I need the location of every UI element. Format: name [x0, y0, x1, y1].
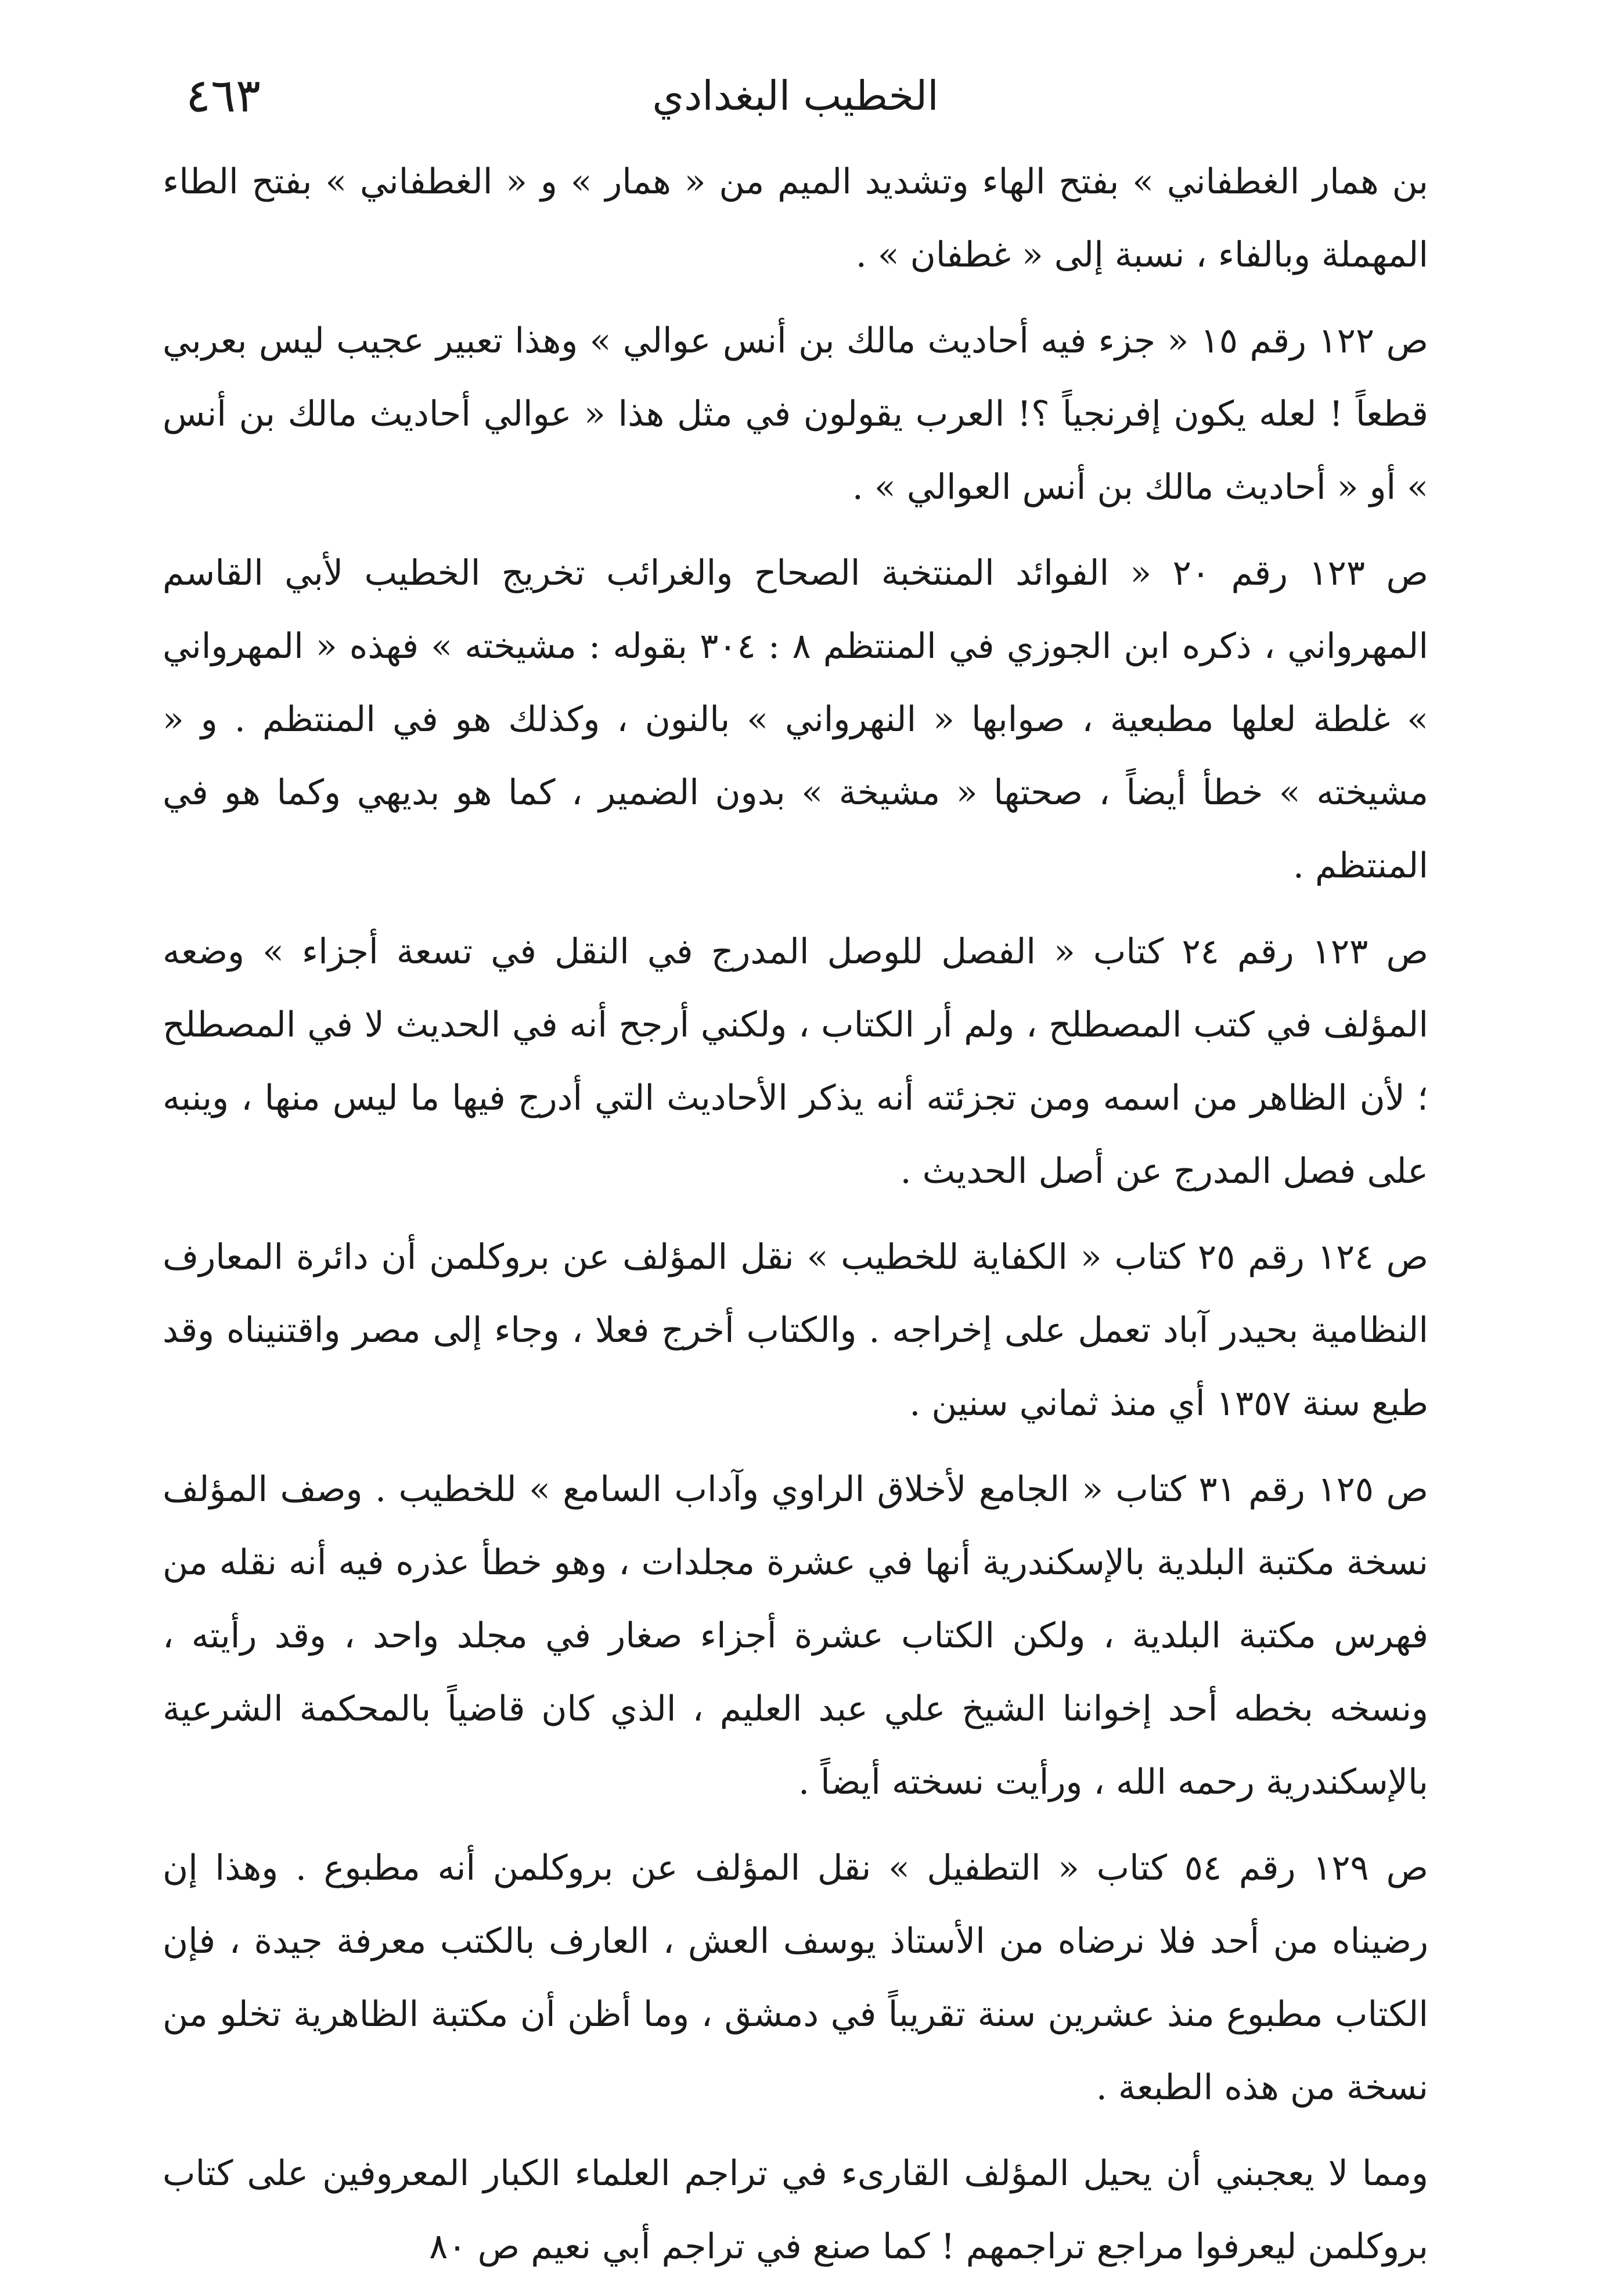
- paragraph: ص ١٢٣ رقم ٢٤ كتاب « الفصل للوصل المدرج في النقل في تسعة أجزاء » وضعه المؤلف في كتب المصطلح ، ولم أر الكتاب ، ولكني أرجح أنه في الحديث لا في المصطلح ؛ لأن الظاهر من اسمه ومن تجزئته أنه يذكر الأحاديث التي أدرج فيها ما ليس منها ، وينبه على فصل المدرج عن أصل الحديث .: [163, 931, 1428, 1192]
- paragraph: بن همار الغطفاني » بفتح الهاء وتشديد الميم من « همار » و « الغطفاني » بفتح الطاء المهملة وبالفاء ، نسبة إلى « غطفان » .: [163, 161, 1428, 275]
- paragraph: ص ١٢٥ رقم ٣١ كتاب « الجامع لأخلاق الراوي وآداب السامع » للخطيب . وصف المؤلف نسخة مكتبة البلدية بالإسكندرية أنها في عشرة مجلدات ، وهو خطأ عذره فيه أنه نقله من فهرس مكتبة البلدية ، ولكن الكتاب عشرة أجزاء صغار في مجلد واحد ، وقد رأيته ، ونسخه بخطه أحد إخواننا الشيخ علي عبد العليم ، الذي كان قاضياً بالمحكمة الشرعية بالإسكندرية رحمه الله ، ورأيت نسخته أيضاً .: [163, 1469, 1428, 1802]
- paragraph: ومما لا يعجبني أن يحيل المؤلف القارىء في تراجم العلماء الكبار المعروفين على كتاب بروكلمن ليعرفوا مراجع تراجمهم ! كما صنع في تراجم أبي نعيم ص ٨٠: [163, 2153, 1428, 2267]
- paragraph: ص ١٢٣ رقم ٢٠ « الفوائد المنتخبة الصحاح والغرائب تخريج الخطيب لأبي القاسم المهرواني ، ذكره ابن الجوزي في المنتظم ٨ : ٣٠٤ بقوله : مشيخته » فهذه « المهرواني » غلطة لعلها مطبعية ، صوابها « النهرواني » بالنون ، وكذلك هو في المنتظم . و « مشيخته » خطأ أيضاً ، صحتها « مشيخة » بدون الضمير ، كما هو بديهي وكما هو في المنتظم .: [163, 553, 1428, 886]
- paragraph: ص ١٢٢ رقم ١٥ « جزء فيه أحاديث مالك بن أنس عوالي » وهذا تعبير عجيب ليس بعربي قطعاً ! لعله يكون إفرنجياً ؟! العرب يقولون في مثل هذا « عوالي أحاديث مالك بن أنس » أو « أحاديث مالك بن أنس العوالي » .: [163, 321, 1428, 508]
- page-number: ٤٦٣: [186, 69, 261, 123]
- running-header: [163, 58, 1428, 134]
- running-title: الخطيب البغدادي: [652, 72, 939, 120]
- book-page: [163, 58, 1428, 2296]
- paragraph: ص ١٢٩ رقم ٥٤ كتاب « التطفيل » نقل المؤلف عن بروكلمن أنه مطبوع . وهذا إن رضيناه من أحد فلا نرضاه من الأستاذ يوسف العش ، العارف بالكتب معرفة جيدة ، فإن الكتاب مطبوع منذ عشرين سنة تقريباً في دمشق ، وما أظن أن مكتبة الظاهرية تخلو من نسخة من هذه الطبعة .: [163, 1848, 1429, 2108]
- body-text: [163, 145, 1428, 2283]
- paragraph: ص ١٢٤ رقم ٢٥ كتاب « الكفاية للخطيب » نقل المؤلف عن بروكلمن أن دائرة المعارف النظامية بحيدر آباد تعمل على إخراجه . والكتاب أخرج فعلا ، وجاء إلى مصر واقتنيناه وقد طبع سنة ١٣٥٧ أي منذ ثماني سنين .: [163, 1237, 1428, 1424]
